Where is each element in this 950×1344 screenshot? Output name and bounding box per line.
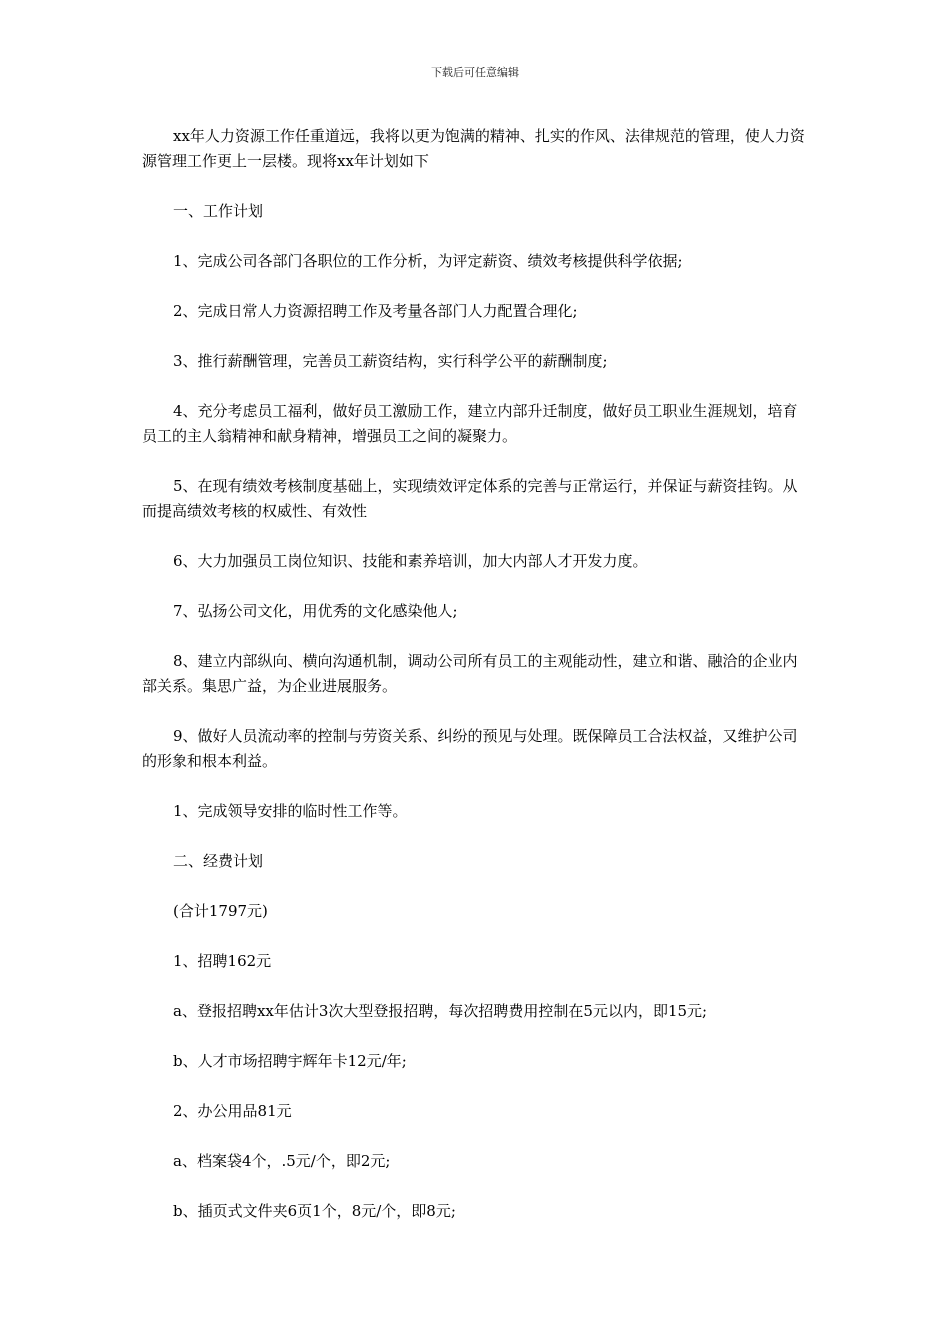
intro-paragraph: xx年人力资源工作任重道远，我将以更为饱满的精神、扎实的作风、法律规范的管理，使人力资源管理工作更上一层楼。现将xx年计划如下 — [142, 127, 805, 170]
section-heading-budget-plan: 二、经费计划 — [173, 852, 264, 870]
list-item: 4、充分考虑员工福利，做好员工激励工作，建立内部升迁制度，做好员工职业生涯规划，培育员工的主人翁精神和献身精神，增强员工之间的凝聚力。 — [142, 402, 798, 445]
budget-subitem: a、登报招聘xx年估计3次大型登报招聘，每次招聘费用控制在5元以内，即15元; — [173, 1002, 708, 1020]
budget-subitem: a、档案袋4个，.5元/个，即2元; — [173, 1152, 391, 1170]
list-item: 9、做好人员流动率的控制与劳资关系、纠纷的预见与处理。既保障员工合法权益，又维护公司的形象和根本利益。 — [142, 727, 798, 770]
budget-total: (合计1797元) — [173, 902, 268, 920]
list-item: 5、在现有绩效考核制度基础上，实现绩效评定体系的完善与正常运行，并保证与薪资挂钩。从而提高绩效考核的权威性、有效性 — [142, 477, 798, 520]
list-item: 6、大力加强员工岗位知识、技能和素养培训，加大内部人才开发力度。 — [173, 552, 648, 570]
budget-subitem: b、插页式文件夹6页1个，8元/个，即8元; — [173, 1202, 456, 1220]
budget-subitem: b、人才市场招聘宇辉年卡12元/年; — [173, 1052, 407, 1070]
list-item: 1、完成公司各部门各职位的工作分析，为评定薪资、绩效考核提供科学依据; — [173, 252, 683, 270]
list-item: 8、建立内部纵向、横向沟通机制，调动公司所有员工的主观能动性，建立和谐、融洽的企业内部关系。集思广益，为企业进展服务。 — [142, 652, 798, 695]
section-heading-work-plan: 一、工作计划 — [173, 202, 264, 220]
list-item: 1、完成领导安排的临时性工作等。 — [173, 802, 408, 820]
page-header: 下载后可任意编辑 — [431, 66, 519, 79]
list-item: 2、完成日常人力资源招聘工作及考量各部门人力配置合理化; — [173, 302, 578, 320]
list-item: 3、推行薪酬管理，完善员工薪资结构，实行科学公平的薪酬制度; — [173, 352, 608, 370]
budget-item: 2、办公用品81元 — [173, 1102, 292, 1120]
document-body — [142, 124, 810, 1249]
budget-item: 1、招聘162元 — [173, 952, 272, 970]
list-item: 7、弘扬公司文化，用优秀的文化感染他人; — [173, 602, 458, 620]
